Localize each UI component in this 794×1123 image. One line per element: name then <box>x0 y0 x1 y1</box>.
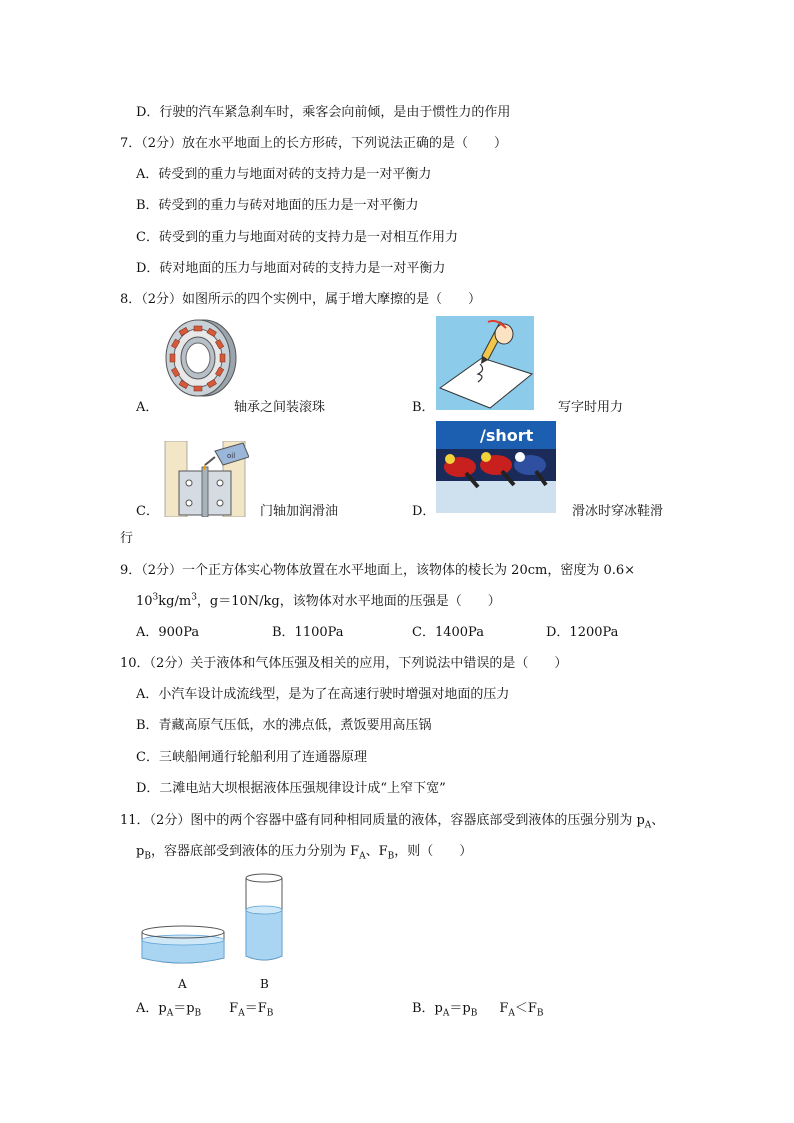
q7-option-c: C．砖受到的重力与地面对砖的支持力是一对相互作用力 <box>136 230 458 245</box>
q11-force-sub-b: B <box>387 851 395 862</box>
q11-force-sep: 、F <box>365 844 388 859</box>
q7-option-a: A．砖受到的重力与地面对砖的支持力是一对平衡力 <box>136 167 432 182</box>
q11-a-eq2: ＝F <box>244 1001 267 1016</box>
q10-option-c: C．三峡船闸通行轮船利用了连通器原理 <box>136 750 367 765</box>
banner-text: /short <box>480 426 534 445</box>
q11-b-f: F <box>499 1001 509 1016</box>
q11-option-b <box>412 1000 544 1018</box>
q11-b-s2: B <box>470 1008 478 1019</box>
q8-option-c-letter: C． <box>136 504 159 519</box>
q11-stem-end: ，则（ ） <box>394 844 473 859</box>
q9-unit-exponent: 3 <box>191 592 197 603</box>
q11-a-s3: A <box>238 1008 245 1019</box>
q11-stem-line1 <box>120 812 664 830</box>
q11-b-s3: A <box>508 1008 515 1019</box>
q9-exponent: 3 <box>152 592 159 603</box>
q10-option-a: A．小汽车设计成流线型，是为了在高速行驶时增强对地面的压力 <box>136 687 510 702</box>
q11-a-eq: ＝p <box>173 1001 195 1016</box>
writing-image <box>436 316 534 410</box>
q9-stem-line1: 9．（2分）一个正方体实心物体放置在水平地面上，该物体的棱长为 20cm，密度为 0.6× <box>120 563 636 578</box>
container-b <box>246 874 282 960</box>
q8-stem: 8．（2分）如图所示的四个实例中，属于增大摩擦的是（ ） <box>120 292 482 307</box>
q11-b-lt: ＜F <box>514 1001 537 1016</box>
svg-text:oil: oil <box>227 452 236 460</box>
q11-sub-a: A <box>644 820 652 831</box>
container-b-label: B <box>260 977 269 991</box>
q11-a-f: F <box>229 1001 239 1016</box>
speed-skating-image <box>436 421 556 513</box>
container-a-label: A <box>178 977 187 991</box>
q11-a-s4: B <box>266 1008 274 1019</box>
q8-option-c-text: 门轴加润滑油 <box>260 504 339 519</box>
q8-option-b-letter: B． <box>412 400 435 415</box>
q11-stem-mid: ，容器底部受到液体的压力分别为 F <box>150 844 360 859</box>
q11-b-p: B．p <box>412 1001 443 1016</box>
q11-stem-comma: 、 <box>651 813 665 828</box>
q10-option-b: B．青藏高原气压低，水的沸点低，煮饭要用高压锅 <box>136 718 432 733</box>
q11-stem-text: 11．（2分）图中的两个容器中盛有同种相同质量的液体，容器底部受到液体的压强分别为 p <box>120 813 645 828</box>
q8-option-b-text: 写字时用力 <box>558 400 624 415</box>
q11-option-a <box>136 1000 273 1018</box>
q6-option-d: D．行驶的汽车紧急刹车时，乘客会向前倾，是由于惯性力的作用 <box>136 105 511 120</box>
q8-option-a-text: 轴承之间装滚珠 <box>234 400 326 415</box>
q9-option-a: A．900Pa <box>136 625 200 640</box>
q11-b-eq: ＝p <box>449 1001 471 1016</box>
container-a <box>142 926 224 963</box>
q9-value-ten: 10 <box>136 594 153 609</box>
q8-option-a-letter: A． <box>136 400 159 415</box>
q8-option-d-wrap: 行 <box>120 531 134 546</box>
hinge-oil-image <box>163 441 249 517</box>
q9-stem-tail: ，g＝10N/kg，该物体对水平地面的压强是（ ） <box>196 594 501 609</box>
q10-stem: 10．（2分）关于液体和气体压强及相关的应用，下列说法中错误的是（ ） <box>120 656 568 671</box>
q9-option-c: C．1400Pa <box>412 625 484 640</box>
q11-p: p <box>136 844 145 859</box>
q9-stem-line2 <box>136 593 501 611</box>
q11-stem-line2 <box>136 843 472 861</box>
q9-unit: kg/m <box>158 594 192 609</box>
q11-a-p: A．p <box>136 1001 167 1016</box>
q7-stem: 7．（2分）放在水平地面上的长方形砖，下列说法正确的是（ ） <box>120 136 508 151</box>
q7-option-b: B．砖受到的重力与砖对地面的压力是一对平衡力 <box>136 198 419 213</box>
q9-option-b: B．1100Pa <box>272 625 344 640</box>
q9-option-d: D．1200Pa <box>546 625 619 640</box>
q11-a-s2: B <box>194 1008 202 1019</box>
q11-sub-b: B <box>144 851 151 862</box>
q10-option-d: D．二滩电站大坝根据液体压强规律设计成“上窄下宽” <box>136 781 446 796</box>
containers-diagram <box>138 872 288 968</box>
q11-b-s4: B <box>536 1008 544 1019</box>
q11-b-s1: A <box>442 1008 450 1019</box>
q7-option-d: D．砖对地面的压力与地面对砖的支持力是一对平衡力 <box>136 261 446 276</box>
q8-option-d-letter: D． <box>412 504 436 519</box>
bearing-image <box>160 316 238 398</box>
q11-a-s1: A <box>166 1008 174 1019</box>
q11-force-sub-a: A <box>359 851 366 862</box>
q8-option-d-text: 滑冰时穿冰鞋滑 <box>572 504 664 519</box>
